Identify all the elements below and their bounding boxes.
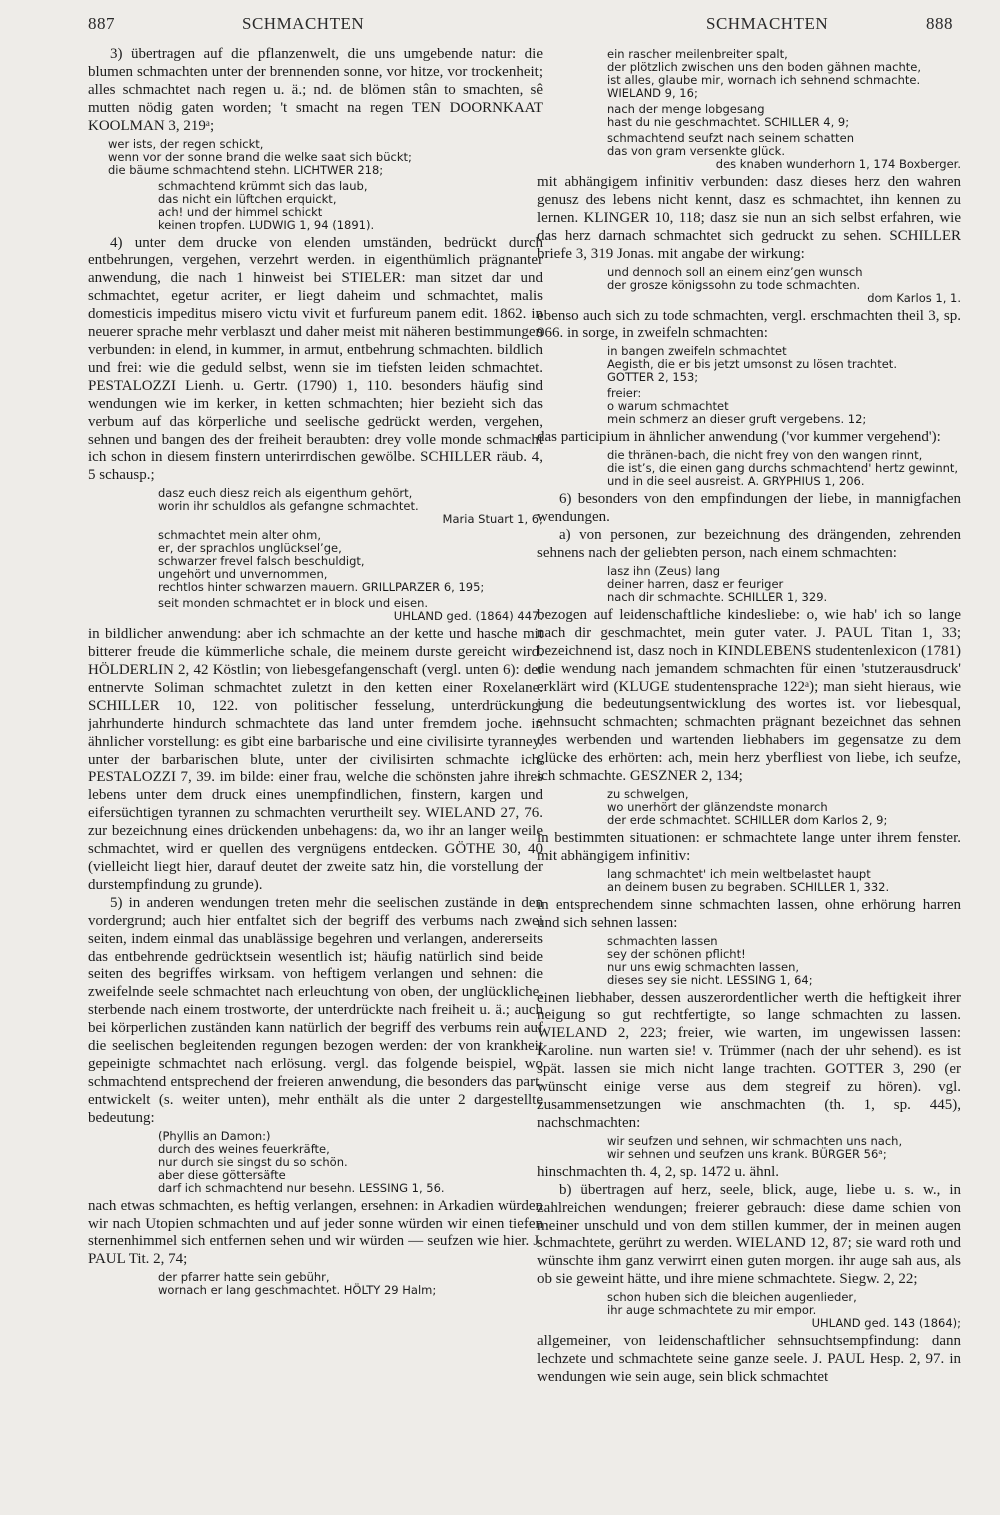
quotation-block [537, 48, 961, 100]
quotation-line: die istʼs, die einen gang durchs schmachtend' hertz gewinnt, [607, 461, 959, 476]
quotation-block [537, 1291, 961, 1330]
left-column [88, 46, 543, 1501]
paragraph: bezogen auf leidenschaftliche kindesliebe: o, wie hab' ich so lange nach dir geschmachtet, mein guter vater. J. PAUL Titan 1, 33; bezeichnend ist, dasz noch in KINDLEBENS studentenlexicon (1781) die wendung nach jemandem schmachten für einen 'stutzerausdruck' erklärt wird (KLUGE studentensprache 122ᵃ); man sieht hieraus, wie jung die bedeutungsentwicklung des wortes ist. vor liebesqual, sehnsucht schmachten; schmachten prägnant bezeichnet das sehnen des werbenden und wartenden liebhabers im gegensatze zu dem glücke des erhörten: ach, mein herz yberfliest von liebe, ich seufze, ich schmachte. GESZNER 2, 134; [537, 606, 961, 785]
paragraph: in entsprechendem sinne schmachten lassen, ohne erhörung harren und sich sehnen lassen: [537, 896, 961, 931]
paragraph: mit abhängigem infinitiv verbunden: dasz dieses herz den wahren genusz des lebens nicht kennt, dasz es schmachtet, ihn kennen zu lernen. KLINGER 10, 118; dasz sie nun an sich selbst erfahren, wie das herz darnach schmachtet sich gedruckt zu sehen. SCHILLER briefe 3, 319 Jonas. mit angabe der wirkung: [537, 174, 961, 262]
quotation-block [537, 345, 961, 384]
quotation-line: freier: [607, 386, 642, 401]
quotation-line: UHLAND ged. (1864) 447. [393, 609, 543, 624]
quotation-block [537, 266, 961, 305]
quotation-line: schwarzer frevel falsch beschuldigt, [158, 554, 365, 569]
quotation-line: durch des weines feuerkräfte, [158, 1141, 330, 1156]
quotation-line: an deinem busen zu begraben. SCHILLER 1, 332. [607, 879, 890, 894]
quotation-line: nur durch sie singst du so schön. [158, 1154, 348, 1169]
paragraph: 5) in anderen wendungen treten mehr die seelischen zustände in den vordergrund; auch hier entfaltet sich der begriff des verbums nach zwei seiten, indem einmal das unablässige begehren und verlangen, andererseits das entbehrende gedrücktsein wesentlich ist; häufig natürlich sind beide seiten des begriffes wirksam. von heftigem verlangen und sehnen: die zweifelnde seele schmachtet nach erleuchtung von oben, der unglückliche, sterbende nach einem trostworte, der unterdrückte nach freiheit u. ä.; auch bei körperlichen zuständen kann natürlich der begriff des verbums rein auf die seelischen begleitenden regungen bezogen werden: der von krankheit gepeinigte schmachtet nach erlösung. vergl. das folgende beispiel, wo schmachtend entsprechend der freieren anwendung, die besonders das part. entwickelt (s. weiter unten), mehr enthält als die unter 2 dargestellte bedeutung: [88, 894, 543, 1126]
quotation-block [537, 132, 961, 171]
quotation-line: GOTTER 2, 153; [607, 370, 699, 385]
paragraph: 3) übertragen auf die pflanzenwelt, die uns umgebende natur: die blumen schmachten unter der brennenden sonne, vor hitze, vor trockenheit; alles schmachtet nach regen u. ä.; nd. de blömen stân to smachten, sê mutten nödig gaten worden; 't smacht na regen TEN DOORNKAAT KOOLMAN 3, 219ᵃ; [88, 46, 543, 134]
quotation-line: ihr auge schmachtete zu mir empor. [607, 1303, 817, 1318]
quotation-line: nur uns ewig schmachten lassen, [607, 959, 800, 974]
quotation-line: die thränen-bach, die nicht frey von den wangen rinnt, [607, 448, 923, 463]
quotation-line: aber diese göttersäfte [158, 1167, 286, 1182]
quotation-line: schon huben sich die bleichen augenlieder, [607, 1290, 857, 1305]
quotation-block [537, 1135, 961, 1161]
quotation-block [537, 935, 961, 987]
quotation-block [537, 387, 961, 426]
paragraph: 4) unter dem drucke von elenden umständen, bedrückt durch entbehrungen, vergehen, verzehrt werden. in eigenthümlich prägnanter anwendung, die nach 1 hinweist bei STIELER: man sitzet dar und schmachtet, egetur acriter, er liegt daheim und schmachtet, malis domesticis impeditus misero victu vivit et furfureum panem edit. 1862. in neuerer sprache mehr verblaszt und daher meist mit näheren bestimmungen verbunden: in elend, in kummer, in armut, entbehrung schmachten. bildlich und frei: wie die geduld selbst, wenn sie im tiefsten leiden schmachtet. PESTALOZZI Lienh. u. Gertr. (1790) 1, 110. besonders häufig sind wendungen wie im kerker, in ketten schmachten; hier bezieht sich das verbum auf das körperliche und seelische gedrückt werden, vergehen, sehnen und bangen des der freiheit beraubten: drey volle monde schmacht ich schon in diesem finstern unterirrdischen gewölbe. SCHILLER räub. 4, 5 schausp.; [88, 234, 543, 484]
quotation-line: ach! und der himmel schickt [158, 204, 323, 219]
quotation-line: schmachten lassen [607, 933, 718, 948]
quotation-line: der erde schmachtet. SCHILLER dom Karlos 2, 9; [607, 812, 888, 827]
quotation-block [88, 138, 543, 177]
quotation-line: in bangen zweifeln schmachtet [607, 344, 787, 359]
quotation-line: wornach er lang geschmachtet. HÖLTY 29 Halm; [158, 1283, 437, 1298]
quotation-block [537, 565, 961, 604]
quotation-line: worin ihr schuldlos als gefangne schmachtet. [158, 499, 419, 514]
quotation-block [88, 597, 543, 623]
paragraph: nach etwas schmachten, es heftig verlangen, ersehnen: in Arkadien würden wir nach Utopien schmachten und auf jeder sonne würden wir einen tiefen sternenhimmel sich entfernen sehen und wir würden — seufzen wie hier. J. PAUL Tit. 2, 74; [88, 1197, 543, 1268]
quotation-line: hast du nie geschmachtet. SCHILLER 4, 9; [607, 115, 850, 129]
quotation-line: der grosze königssohn zu tode schmachten. [607, 277, 861, 292]
quotation-line: ungehört und unvernommen, [158, 567, 328, 582]
quotation-line: wer ists, der regen schickt, [108, 136, 264, 151]
paragraph: das participium in ähnlicher anwendung ('vor kummer vergehend'): [537, 429, 941, 446]
quotation-line: des knaben wunderhorn 1, 174 Boxberger. [715, 157, 961, 171]
quotation-line: lang schmachtet' ich mein weltbelastet haupt [607, 866, 871, 881]
running-title-left: SCHMACHTEN [242, 14, 365, 33]
quotation-line: nach dir schmachte. SCHILLER 1, 329. [607, 589, 828, 604]
quotation-line: o warum schmachtet [607, 399, 729, 414]
quotation-line: Maria Stuart 1, 6; [442, 512, 543, 527]
quotation-block [537, 449, 961, 488]
quotation-block [88, 487, 543, 526]
quotation-block [537, 788, 961, 827]
quotation-line: nach der menge lobgesang [607, 102, 765, 116]
quotation-line: dieses sey sie nicht. LESSING 1, 64; [607, 972, 813, 987]
quotation-line: dom Karlos 1, 1. [867, 290, 961, 305]
quotation-line: lasz ihn (Zeus) lang [607, 563, 721, 578]
quotation-line: dasz euch diesz reich als eigenthum gehört, [158, 486, 413, 501]
quotation-line: das nicht ein lüftchen erquickt, [158, 191, 337, 206]
right-column [537, 46, 961, 1501]
page-number-right: 888 [926, 14, 953, 33]
quotation-line: rechtlos hinter schwarzen mauern. GRILLPARZER 6, 195; [158, 580, 485, 595]
running-title-right: SCHMACHTEN [706, 14, 829, 33]
quotation-line: (Phyllis an Damon:) [158, 1128, 271, 1143]
quotation-line: wo unerhört der glänzendste monarch [607, 799, 828, 814]
quotation-line: schmachtet mein alter ohm, [158, 528, 322, 543]
quotation-line: der pfarrer hatte sein gebühr, [158, 1270, 330, 1285]
quotation-line: sey der schönen pflicht! [607, 946, 746, 961]
quotation-block [88, 1271, 543, 1297]
quotation-line: keinen tropfen. LUDWIG 1, 94 (1891). [158, 217, 375, 232]
paragraph: ebenso auch sich zu tode schmachten, vergl. erschmachten theil 3, sp. 966. in sorge, in zweifeln schmachten: [537, 307, 961, 342]
quotation-block [88, 529, 543, 594]
quotation-line: zu schwelgen, [607, 786, 689, 801]
paragraph: in bestimmten situationen: er schmachtete lange unter ihrem fenster. mit abhängigem infinitiv: [537, 829, 961, 864]
quotation-line: schmachtend krümmt sich das laub, [158, 178, 368, 193]
quotation-line: ist alles, glaube mir, wornach ich sehnend schmachte. [607, 73, 921, 87]
quotation-line: Aegisth, die er bis jetzt umsonst zu lösen trachtet. [607, 357, 897, 372]
quotation-line: mein schmerz an dieser gruft vergebens. 12; [607, 412, 867, 427]
paragraph: hinschmachten th. 4, 2, sp. 1472 u. ähnl. [537, 1163, 780, 1180]
quotation-block [537, 103, 961, 129]
page-number-left: 887 [88, 14, 115, 33]
quotation-line: die bäume schmachtend stehn. LICHTWER 218; [108, 162, 384, 177]
paragraph: 6) besonders von den empfindungen der liebe, in mannigfachen wendungen. [537, 491, 961, 526]
quotation-line: und in die seel ausreist. A. GRYPHIUS 1, 206. [607, 474, 865, 489]
quotation-line: seit monden schmachtet er in block und eisen. [158, 596, 429, 611]
quotation-line: wenn vor der sonne brand die welke saat sich bückt; [108, 149, 412, 164]
quotation-line: darf ich schmachtend nur besehn. LESSING 1, 56. [158, 1180, 445, 1195]
quotation-block [88, 1130, 543, 1195]
quotation-line: deiner harren, dasz er feuriger [607, 576, 784, 591]
quotation-block [88, 180, 543, 232]
paragraph: allgemeiner, von leidenschaftlicher sehnsuchtsempfindung: dann lechzete und schmachtete seine ganze seele. J. PAUL Hesp. 2, 97. in wendungen wie sein auge, sein blick schmachtet [537, 1333, 961, 1385]
paragraph: in bildlicher anwendung: aber ich schmachte an der kette und hasche mit bitterer freude die kümmerliche schale, die meinem durste gereicht wird. HÖLDERLIN 2, 42 Köstlin; von liebesgefangenschaft (vergl. unten 6): der entnervte Soliman schmachtet zuletzt in den ketten einer Roxelane. SCHILLER 10, 122. von politischer fesselung, unterdrückung: jahrhunderte hindurch schmachtete das land unter fremdem joche. in ähnlicher vorstellung: es gibt eine barbarische und eine civilisirte tyranney. unter der barbarischen blute, unter der civilisirten schmachte ich. PESTALOZZI 7, 39. im bilde: einer frau, welche die schönsten jahre ihres lebens unter dem druck eines unempfindlichen, finstern, kargen und eifersüchtigen tyrannen zu schmachten verurtheilt sey. WIELAND 27, 76. zur bezeichnung eines drückenden unbehagens: da, wo ihr an langer weile schmachtet, wird er quellen des vergnügens entdecken. GÖTHE 30, 40 (vielleicht liegt hier, darauf deutet der zweite satz hin, die vorstellung der durstempfindung zu grunde). [88, 626, 543, 893]
quotation-line: er, der sprachlos unglückselʼge, [158, 541, 342, 556]
paragraph: einen liebhaber, dessen auszerordentlicher werth die heftigkeit ihrer neigung so gut rechtfertigte, so lange schmachten zu lassen. WIELAND 2, 223; freier, wie warten, im ungewissen lassen: Karoline. nun warten sie! v. Trümmer (nach der uhr sehend). es ist spät. lassen sie mich nicht lange trachten. GOTTER 3, 290 (er wünscht einige verse aus dem stegreif zu hören). vgl. zusammensetzungen wie anschmachten (th. 1, sp. 445), nachschmachten: [537, 989, 961, 1131]
paragraph: a) von personen, zur bezeichnung des drängenden, zehrenden sehnens nach der geliebten person, nach einem schmachten: [537, 527, 961, 561]
quotation-line: und dennoch soll an einem einzʼgen wunsch [607, 264, 863, 279]
quotation-line: UHLAND ged. 143 (1864); [811, 1316, 961, 1331]
quotation-line: schmachtend seufzt nach seinem schatten [607, 131, 855, 145]
quotation-line: der plötzlich zwischen uns den boden gähnen machte, [607, 60, 921, 74]
quotation-line: wir sehnen und seufzen uns krank. BÜRGER 56ᵃ; [607, 1146, 887, 1161]
quotation-line: ein rascher meilenbreiter spalt, [607, 47, 788, 61]
quotation-block [537, 868, 961, 894]
quotation-line: wir seufzen und sehnen, wir schmachten uns nach, [607, 1133, 903, 1148]
quotation-line: das von gram versenkte glück. [607, 144, 785, 158]
paragraph: b) übertragen auf herz, seele, blick, auge, liebe u. s. w., in zahlreichen wendungen; freierer gebrauch: diese dame schien von meiner unschuld und von dem stillen kummer, der in meinen augen schmachtete, gerührt zu werden. WIELAND 12, 87; sie ward roth und wünschte ihm ganz verwirrt einen guten morgen. ihr auge sah aus, als ob sie geweint hätte, und ihre miene schmachtete. Siegw. 2, 22; [537, 1181, 961, 1288]
quotation-line: WIELAND 9, 16; [607, 86, 698, 100]
